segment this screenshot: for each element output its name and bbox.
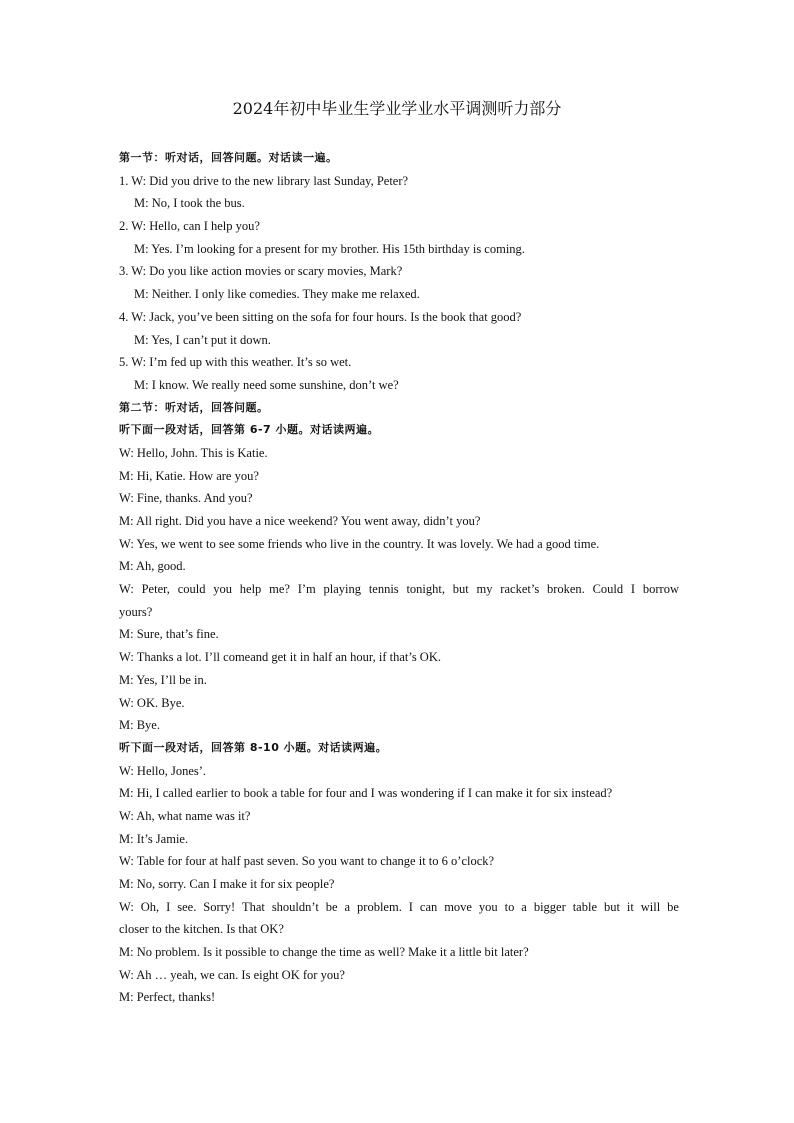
transcript-line: M: It’s Jamie. [119, 831, 189, 846]
section-heading: 第二节：听对话，回答问题。 [119, 400, 269, 414]
transcript-line: W: Thanks a lot. I’ll comeand get it in half an hour, if that’s OK. [119, 650, 441, 665]
transcript-line: M: Neither. I only like comedies. They make me relaxed. [134, 287, 420, 302]
transcript-body [119, 147, 679, 1009]
transcript-line: M: No, sorry. Can I make it for six people? [119, 877, 335, 891]
transcript-line: M: Yes. I’m looking for a present for my brother. His 15th birthday is coming. [134, 241, 525, 256]
transcript-line: M: No, I took the bus. [134, 196, 245, 211]
transcript-line: W: Ah … yeah, we can. Is eight OK for you? [119, 967, 345, 982]
transcript-line: 5. W: I’m fed up with this weather. It’s so wet. [119, 355, 352, 370]
transcript-line: W: Peter, could you help me? I’m playing tennis tonight, but my racket’s broken. Could I borrow [119, 582, 679, 597]
transcript-line: yours? [119, 604, 153, 619]
transcript-line: W: Table for four at half past seven. So you want to change it to 6 o’clock? [119, 854, 495, 869]
section-heading: 听下面一段对话，回答第 8-10 小题。对话读两遍。 [119, 740, 388, 754]
transcript-line: W: Hello, John. This is Katie. [119, 445, 268, 460]
document-title: 2024年初中毕业生学业学业水平调测听力部分 [232, 99, 562, 118]
transcript-line: M: Sure, that’s fine. [119, 627, 219, 642]
transcript-line: M: Bye. [119, 718, 160, 733]
transcript-line: M: Hi, I called earlier to book a table for four and I was wondering if I can make it for six instead? [119, 786, 613, 801]
transcript-line: W: OK. Bye. [119, 695, 185, 710]
transcript-line: M: Hi, Katie. How are you? [119, 468, 259, 483]
section-heading: 第一节：听对话，回答问题。对话读一遍。 [119, 151, 338, 164]
section-heading: 听下面一段对话，回答第 6-7 小题。对话读两遍。 [119, 423, 380, 437]
transcript-line: M: All right. Did you have a nice weekend? You went away, didn’t you? [119, 514, 481, 528]
transcript-line: M: Perfect, thanks! [119, 990, 216, 1005]
transcript-line: 1. W: Did you drive to the new library last Sunday, Peter? [119, 173, 409, 188]
transcript-line: W: Oh, I see. Sorry! That shouldn’t be a problem. I can move you to a bigger table but it will be [119, 899, 679, 914]
transcript-line: closer to the kitchen. Is that OK? [119, 922, 284, 937]
transcript-line: W: Yes, we went to see some friends who live in the country. It was lovely. We had a good time. [119, 536, 600, 551]
transcript-line: M: Yes, I can’t put it down. [134, 332, 271, 347]
transcript-line: W: Hello, Jones’. [119, 763, 207, 778]
transcript-line: 4. W: Jack, you’ve been sitting on the sofa for four hours. Is the book that good? [119, 309, 522, 324]
transcript-line: M: Ah, good. [119, 559, 186, 574]
transcript-line: 3. W: Do you like action movies or scary movies, Mark? [119, 264, 403, 279]
transcript-line: M: No problem. Is it possible to change the time as well? Make it a little bit later? [119, 945, 529, 960]
transcript-line: M: I know. We really need some sunshine, don’t we? [134, 377, 399, 392]
transcript-line: M: Yes, I’ll be in. [119, 672, 207, 687]
transcript-line: W: Fine, thanks. And you? [119, 491, 253, 506]
transcript-line: W: Ah, what name was it? [119, 808, 251, 823]
transcript-line: 2. W: Hello, can I help you? [119, 219, 260, 234]
